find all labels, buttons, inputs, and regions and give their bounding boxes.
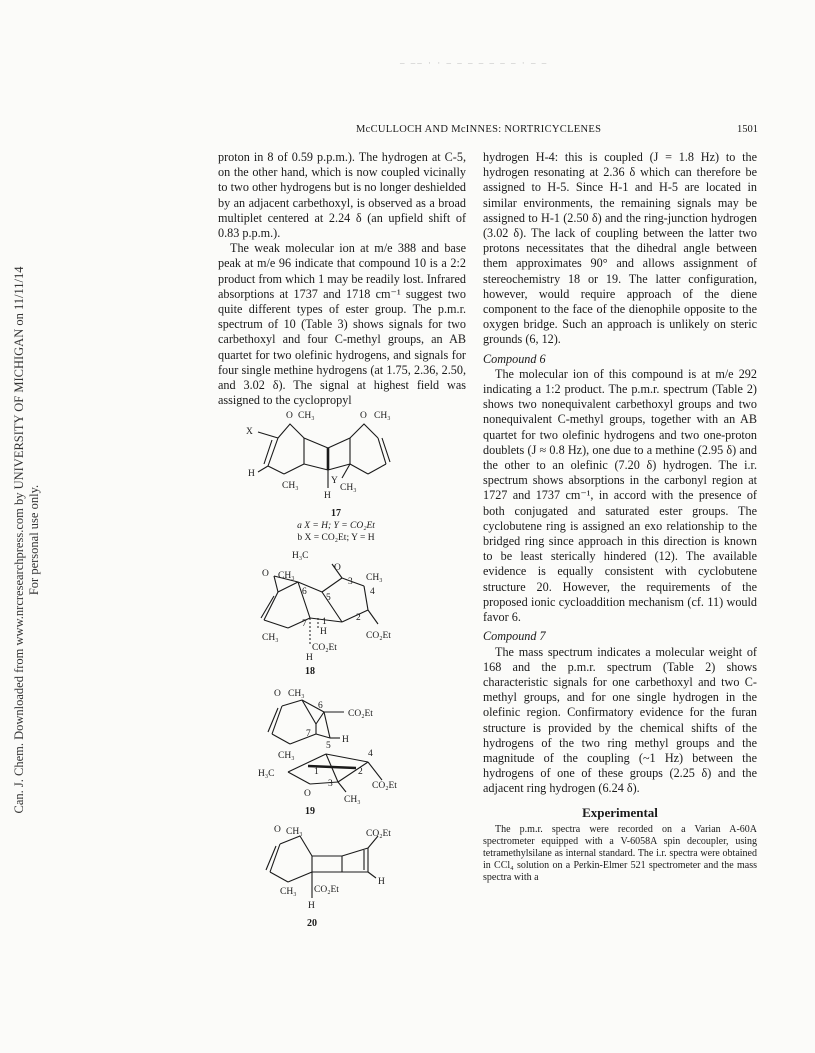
structure-20-label: CH₃ xyxy=(280,887,297,897)
structure-18-label: H xyxy=(306,653,313,663)
structure-20-label: CH₃ xyxy=(286,827,303,837)
left-paragraph-2: The weak molecular ion at m/e 388 and base peak at m/e 96 indicate that compound 10 is a 2:2 product from which 1 may be readily lost. Infrared absorptions at 1737 and 1718 cm⁻¹ suggest two quite different types of ester group. The p.m.r. spectrum of 10 (Table 3) shows signals for two carbethoxyl and four C-methyl groups, an AB quartet for two olefinic hydrogens, and signals for four single methine hydrogens (at 1.75, 2.36, 2.50, and 3.02 δ). The signal at highest field was assigned to the cyclopropyl xyxy=(218,241,466,408)
structure-18-label: CO₂Et xyxy=(312,643,337,653)
right-paragraph-4: The p.m.r. spectra were recorded on a Varian A-60A spectrometer equipped with a V-6058A spin decoupler, using tetramethylsilane as internal standard. The i.r. spectra were obtained in CCl₄ solution on a Perkin-Elmer 521 spectrometer and the mass spectra with a xyxy=(483,823,757,883)
structure-19-label: O xyxy=(304,789,311,799)
structure-17-label: X xyxy=(246,427,253,437)
running-title: McCULLOCH AND McINNES: NORTRICYCLENES xyxy=(356,124,602,135)
structure-17-drawing xyxy=(258,424,390,488)
structure-18-label: CO₂Et xyxy=(366,631,391,641)
structure-18-label: O xyxy=(262,569,269,579)
structure-18-label: O xyxy=(334,563,341,573)
structure-19-label: CO₂Et xyxy=(348,709,373,719)
section-heading-compound-7: Compound 7 xyxy=(483,629,546,644)
structure-18-label: H₃C xyxy=(292,551,309,561)
structure-17-label: Y xyxy=(331,476,338,486)
structure-17-caption-a: a X = H; Y = CO₂Et xyxy=(297,521,375,531)
section-heading-experimental: Experimental xyxy=(582,804,658,820)
structure-20-label: CO₂Et xyxy=(366,829,391,839)
structure-19-locant: 3 xyxy=(328,779,333,789)
structure-19-locant: 4 xyxy=(368,749,373,759)
structure-17-label: O xyxy=(360,411,367,421)
watermark-line-1: Can. J. Chem. Downloaded from www.nrcresearchpress.com by UNIVERSITY OF MICHIGAN on 11/11/14 xyxy=(12,266,26,814)
structure-17 xyxy=(218,408,466,543)
structure-18-locant: 6 xyxy=(302,587,307,597)
structure-20-label: H xyxy=(308,901,315,911)
structure-20-label: CO₂Et xyxy=(314,885,339,895)
structure-19-number: 19 xyxy=(305,806,315,817)
structure-19-label: CO₂Et xyxy=(372,781,397,791)
structure-17-label: CH₃ xyxy=(298,411,315,421)
structure-20-label: O xyxy=(274,825,281,835)
structure-19-locant: 7 xyxy=(306,729,311,739)
structure-17-label: CH₃ xyxy=(374,411,391,421)
structure-20-number: 20 xyxy=(307,918,317,929)
structure-20-label: H xyxy=(378,877,385,887)
structure-17-caption-b: b X = CO₂Et; Y = H xyxy=(297,533,375,543)
structure-17-label: O xyxy=(286,411,293,421)
structure-17-label: H xyxy=(248,469,255,479)
right-paragraph-2: The molecular ion of this compound is at m/e 292 indicating a 1:2 product. The p.m.r. spectrum (Table 2) shows two nonequivalent carbethoxyl groups and two nonequivalent C-methyl groups, together with an AB quartet for two olefinic hydrogens and two one-proton doublets (J ≈ 0.8 Hz), one due to a methine (2.95 δ) and the other to an olefinic (7.20 δ) hydrogen. The i.r. spectrum shows absorptions in the carbonyl region at 1727 and 1737 cm⁻¹, in accord with the presence of both conjugated and saturated ester groups. The cyclobutene ring is assigned an exo relationship to the bridged ring since approach in this direction is known to be least sterically hindered (12). The available evidence is equally consistent with cyclobutene structure 20. However, the requirements of the proposed ionic cycloaddition mechanism (cf. 11) would favor 6. xyxy=(483,366,757,625)
right-paragraph-3: The mass spectrum indicates a molecular weight of 168 and the p.m.r. spectrum (Table 2) shows characteristic signals for one carbethoxyl and two C-methyl groups, and for one single hydrogen in the olefinic region. Confirmatory evidence for the furan structure is provided by the chemical shifts of the hydrogens of the two ring methyl groups and the magnitude of the coupling (~1 Hz) between the hydrogens of one of these groups (2.25 δ) and the adjacent ring hydrogen (6.24 δ). xyxy=(483,644,757,796)
left-paragraph-1: proton in 8 of 0.59 p.p.m.). The hydrogen at C-5, on the other hand, which is now coupled vicinally to two other hydrogens but is no longer deshielded by an adjacent carbethoxyl, is observed as a broad multiplet centered at 2.24 δ (an upfield shift of 0.83 p.p.m.). xyxy=(218,150,466,241)
structure-19-locant: 5 xyxy=(326,741,331,751)
structure-19 xyxy=(218,686,466,820)
structure-19-label: H₃C xyxy=(258,769,275,779)
right-column xyxy=(483,150,757,884)
page-number: 1501 xyxy=(737,124,758,135)
structure-18-locant: 4 xyxy=(370,587,375,597)
structure-19-locant: 1 xyxy=(314,767,319,777)
download-watermark xyxy=(2,230,52,850)
structure-17-label: CH₃ xyxy=(282,481,299,491)
section-heading-compound-6: Compound 6 xyxy=(483,351,546,366)
structure-19-label: H xyxy=(342,735,349,745)
structure-19-label: O xyxy=(274,689,281,699)
structure-17-label: CH₃ xyxy=(340,483,357,493)
structure-18-number: 18 xyxy=(305,666,315,677)
structure-17-label: H xyxy=(324,491,331,501)
structure-19-locant: 6 xyxy=(318,701,323,711)
structure-17-number: 17 xyxy=(331,508,341,519)
structure-18-locant: 1 xyxy=(322,617,327,627)
structure-18 xyxy=(218,546,466,678)
structure-18-label: CH₃ xyxy=(262,633,279,643)
structure-19-locant: 2 xyxy=(358,767,363,777)
structure-18-label: CH₃ xyxy=(278,571,295,581)
structure-19-label: CH₃ xyxy=(288,689,305,699)
scan-artifact: ‒ ‒‒ · · ‒ ‒ ‒ ‒ ‒ ‒ ‒ · ‒ ‒ xyxy=(400,58,549,68)
structure-19-label: CH₃ xyxy=(278,751,295,761)
right-paragraph-1: hydrogen H-4: this is coupled (J = 1.8 Hz) to the hydrogen resonating at 2.36 δ which can therefore be assigned to H-5. Since H-1 and H-5 are located in similar environments, the remaining signals may be assigned to H-1 (2.50 δ) and the ring-junction hydrogen (3.02 δ). The lack of coupling between the latter two protons necessitates that the dihedral angle between them approximates 90° and allows assignment of stereochemistry 18 or 19. The latter configuration, however, would require approach of the diene component to the face of the dienophile opposite to the oxygen bridge. Such an approach is unlikely on steric grounds (6, 12). xyxy=(483,150,757,347)
structure-18-locant: 3 xyxy=(348,577,353,587)
structure-20 xyxy=(218,822,466,930)
watermark-text xyxy=(12,266,42,813)
structure-18-locant: 7 xyxy=(302,619,307,629)
structure-18-locant: 2 xyxy=(356,613,361,623)
structure-18-locant: 5 xyxy=(326,593,331,603)
structure-18-label: CH₃ xyxy=(366,573,383,583)
structure-19-label: CH₃ xyxy=(344,795,361,805)
left-column xyxy=(218,150,466,408)
watermark-line-2: For personal use only. xyxy=(27,484,41,596)
structure-18-label: H xyxy=(320,627,327,637)
